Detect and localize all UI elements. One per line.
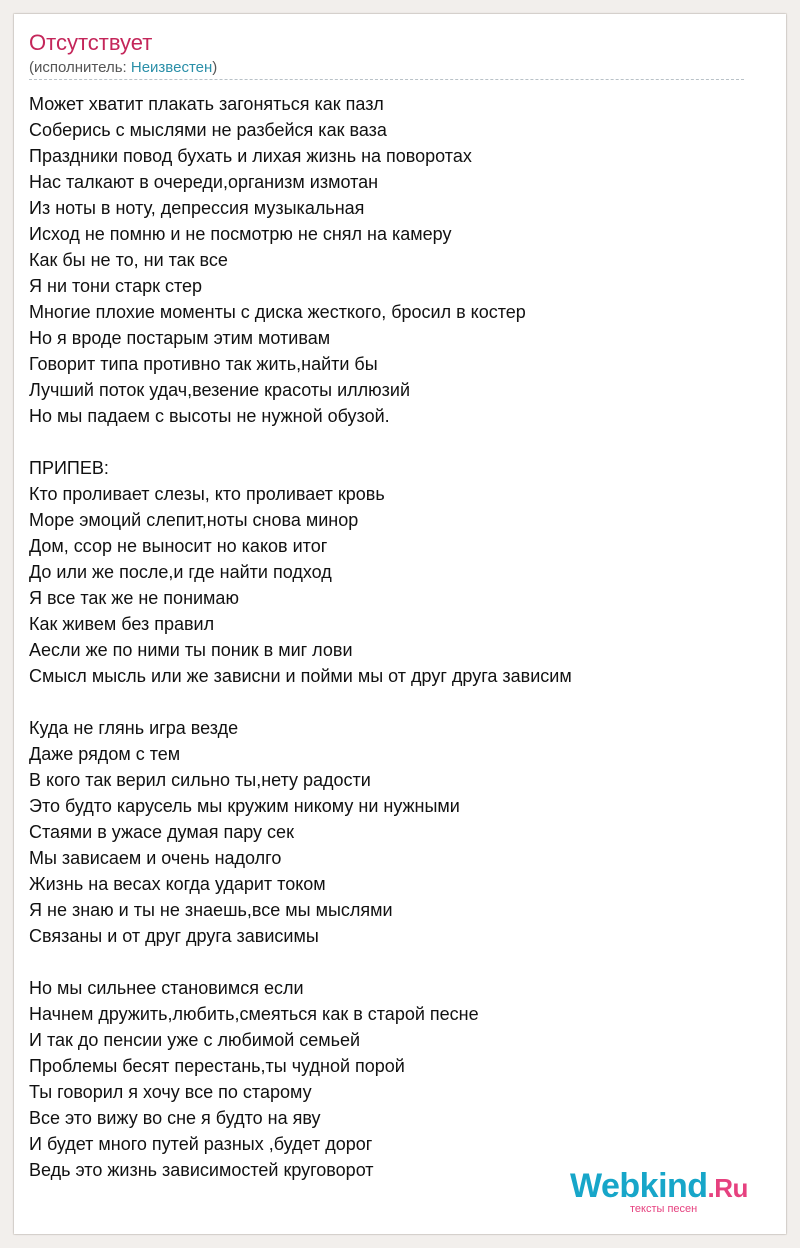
lyric-line: Жизнь на весах когда ударит током bbox=[29, 874, 326, 894]
lyric-line: ПРИПЕВ: bbox=[29, 458, 109, 478]
lyric-line: Смысл мысль или же зависни и пойми мы от друг друга зависим bbox=[29, 666, 572, 686]
lyric-line: Я не знаю и ты не знаешь,все мы мыслями bbox=[29, 900, 393, 920]
lyric-line: Куда не глянь игра везде bbox=[29, 718, 239, 738]
lyric-line: Стаями в ужасе думая пару сек bbox=[29, 822, 294, 842]
divider bbox=[29, 79, 744, 80]
lyrics-stanza bbox=[29, 715, 749, 949]
lyric-line: Но я вроде постарым этим мотивам bbox=[29, 328, 331, 348]
artist-suffix: ) bbox=[212, 59, 218, 76]
song-title: Отсутствует bbox=[29, 30, 153, 55]
lyric-line: Лучший поток удач,везение красоты иллюзий bbox=[29, 380, 410, 400]
watermark-brand-name: Webkind bbox=[570, 1167, 708, 1205]
lyric-line: Мы зависаем и очень надолго bbox=[29, 848, 282, 868]
lyric-line: Ведь это жизнь зависимостей круговорот bbox=[29, 1160, 374, 1180]
lyric-line: Начнем дружить,любить,смеяться как в старой песне bbox=[29, 1004, 479, 1024]
lyric-line: И будет много путей разных ,будет дорог bbox=[29, 1134, 373, 1154]
watermark-tld: .Ru bbox=[707, 1173, 748, 1203]
lyric-line: Может хватит плакать загоняться как пазл bbox=[29, 94, 384, 114]
lyric-line: Но мы сильнее становимся если bbox=[29, 978, 304, 998]
lyric-line: Праздники повод бухать и лихая жизнь на поворотах bbox=[29, 146, 472, 166]
lyric-line: В кого так верил сильно ты,нету радости bbox=[29, 770, 371, 790]
watermark-logo bbox=[568, 1164, 768, 1224]
lyric-line: Как бы не то, ни так все bbox=[29, 250, 228, 270]
lyric-line: Многие плохие моменты с диска жесткого, бросил в костер bbox=[29, 302, 526, 322]
watermark-tagline: тексты песен bbox=[630, 1203, 698, 1215]
lyric-line: Говорит типа противно так жить,найти бы bbox=[29, 354, 378, 374]
lyric-line: Из ноты в ноту, депрессия музыкальная bbox=[29, 198, 365, 218]
lyric-line: Я ни тони старк стер bbox=[29, 276, 203, 296]
lyric-line: Все это вижу во сне я будто на яву bbox=[29, 1108, 321, 1128]
lyrics-stanza bbox=[29, 975, 749, 1183]
lyric-line: Я все так же не понимаю bbox=[29, 588, 239, 608]
lyrics-stanza bbox=[29, 91, 749, 429]
lyric-line: Аесли же по ними ты поник в миг лови bbox=[29, 640, 353, 660]
lyric-line: Соберись с мыслями не разбейся как ваза bbox=[29, 120, 387, 140]
lyric-line: До или же после,и где найти подход bbox=[29, 562, 332, 582]
lyric-line: Связаны и от друг друга зависимы bbox=[29, 926, 319, 946]
artist-line bbox=[29, 59, 217, 77]
artist-link[interactable]: Неизвестен bbox=[130, 59, 213, 76]
lyric-line: Нас талкают в очереди,организм измотан bbox=[29, 172, 379, 192]
lyric-line: Исход не помню и не посмотрю не снял на камеру bbox=[29, 224, 452, 244]
artist-prefix: (исполнитель: bbox=[29, 59, 131, 76]
lyric-line: Море эмоций слепит,ноты снова минор bbox=[29, 510, 359, 530]
lyrics-stanza bbox=[29, 455, 749, 689]
watermark-brand bbox=[570, 1166, 748, 1208]
lyric-line: Ты говорил я хочу все по старому bbox=[29, 1082, 312, 1102]
lyric-line: И так до пенсии уже с любимой семьей bbox=[29, 1030, 361, 1050]
lyric-line: Как живем без правил bbox=[29, 614, 215, 634]
lyric-line: Кто проливает слезы, кто проливает кровь bbox=[29, 484, 385, 504]
lyric-line: Проблемы бесят перестань,ты чудной порой bbox=[29, 1056, 405, 1076]
lyric-line: Это будто карусель мы кружим никому ни нужными bbox=[29, 796, 460, 816]
lyric-line: Дом, ссор не выносит но каков итог bbox=[29, 536, 328, 556]
lyrics-text bbox=[29, 91, 749, 1183]
lyric-line: Но мы падаем с высоты не нужной обузой. bbox=[29, 406, 390, 426]
lyric-line: Даже рядом с тем bbox=[29, 744, 181, 764]
